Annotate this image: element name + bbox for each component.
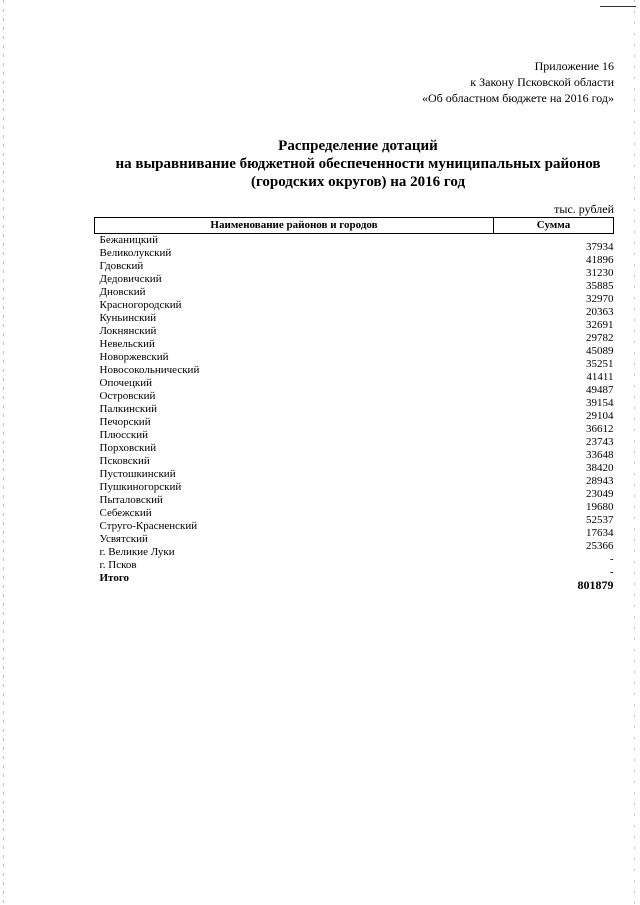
column-header-name: Наименование районов и городов	[95, 218, 494, 234]
district-sum: 20363	[586, 306, 614, 318]
district-sum: 45089	[586, 345, 614, 357]
district-sum: 23743	[586, 436, 614, 448]
district-sum: 17634	[586, 527, 614, 539]
district-name: Локнянский	[99, 325, 157, 337]
district-sum: 32691	[586, 319, 614, 331]
district-name: Красногородский	[99, 299, 182, 311]
district-name: Дедовичский	[99, 273, 162, 285]
table-row	[95, 234, 614, 248]
appendix-law-reference: к Закону Псковской области	[470, 75, 614, 89]
district-name: Великолукский	[99, 247, 172, 259]
table-header-row	[95, 218, 614, 234]
column-header-sum: Сумма	[494, 218, 614, 234]
district-name: Бежаницкий	[99, 234, 158, 246]
district-sum: 38420	[586, 462, 614, 474]
appendix-law-title: «Об областном бюджете на 2016 год»	[422, 91, 614, 105]
district-name: Пустошкинский	[99, 468, 176, 480]
district-name: Новоржевский	[99, 351, 169, 363]
district-sum: -	[609, 553, 614, 565]
district-name: Палкинский	[99, 403, 158, 415]
district-name: Опочецкий	[99, 377, 152, 389]
district-sum: -	[609, 566, 614, 578]
district-sum: 32970	[586, 293, 614, 305]
district-name: Усвятский	[99, 533, 148, 545]
district-sum: 41411	[586, 371, 614, 383]
title-line-3: (городских округов) на 2016 год	[250, 174, 466, 190]
scan-right-edge	[634, 0, 635, 905]
district-name: Островский	[99, 390, 156, 402]
district-sum: 31230	[586, 267, 614, 279]
subsidies-table	[94, 217, 614, 592]
total-sum: 801879	[577, 578, 614, 592]
district-name: Куньинский	[99, 312, 157, 324]
scan-left-edge	[3, 0, 4, 905]
district-sum: 41896	[586, 254, 614, 266]
district-name: Пушкиногорский	[99, 481, 182, 493]
district-sum: 28943	[586, 475, 614, 487]
district-name: г. Великие Луки	[99, 546, 175, 558]
district-sum: 23049	[586, 488, 614, 500]
district-name: Печорский	[99, 416, 151, 428]
title-line-2: на выравнивание бюджетной обеспеченности муниципальных районов	[115, 156, 601, 172]
district-name: Струго-Красненский	[99, 520, 198, 532]
district-sum: 36612	[586, 423, 614, 435]
district-sum: 35885	[586, 280, 614, 292]
district-sum: 29104	[586, 410, 614, 422]
district-sum: 52537	[586, 514, 614, 526]
district-sum: 35251	[586, 358, 614, 370]
district-sum: 19680	[586, 501, 614, 513]
district-sum: 33648	[586, 449, 614, 461]
district-name: Новосокольнический	[99, 364, 200, 376]
district-name: Себежский	[99, 507, 152, 519]
district-sum: 49487	[586, 384, 614, 396]
district-name: Порховский	[99, 442, 157, 454]
appendix-number: Приложение 16	[534, 59, 614, 73]
district-name: Гдовский	[99, 260, 144, 272]
total-label: Итого	[99, 572, 130, 584]
district-name: Плюсский	[99, 429, 149, 441]
units-label: тыс. рублей	[554, 202, 614, 216]
document-title	[0, 137, 640, 191]
district-name: Невельский	[99, 338, 155, 350]
district-sum: 39154	[586, 397, 614, 409]
district-sum: 25366	[586, 540, 614, 552]
district-name: г. Псков	[99, 559, 137, 571]
district-name: Пыталовский	[99, 494, 163, 506]
title-line-1: Распределение дотаций	[278, 138, 438, 154]
district-name: Дновский	[99, 286, 146, 298]
scan-top-mark	[600, 6, 636, 7]
district-name: Псковский	[99, 455, 150, 467]
district-sum: 37934	[586, 241, 614, 253]
appendix-header	[422, 58, 614, 106]
district-sum: 29782	[586, 332, 614, 344]
